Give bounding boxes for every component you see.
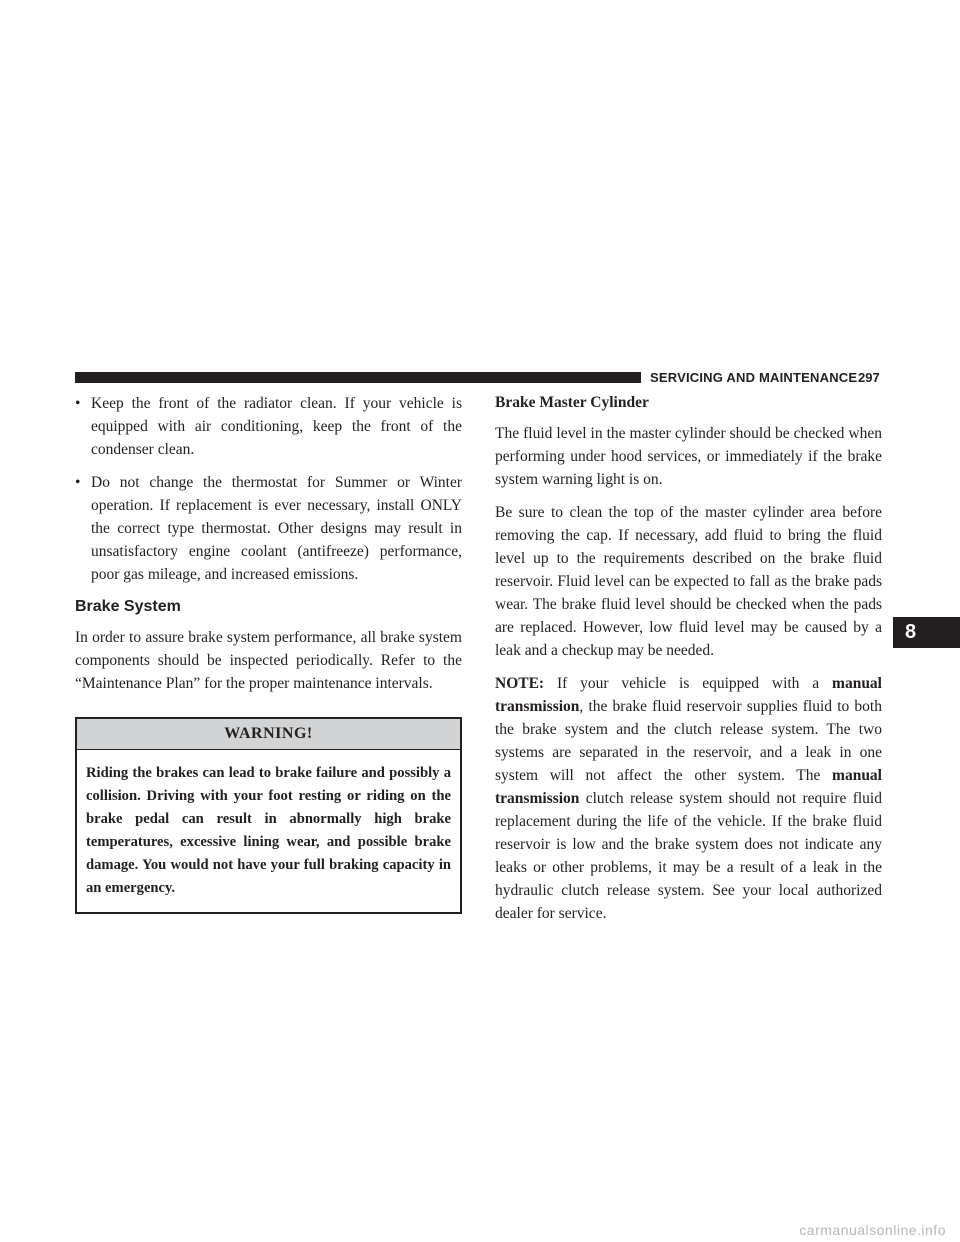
right-column [495,392,882,935]
note-bold-2: manual transmission [495,767,882,807]
footer [0,1222,960,1242]
bullet-text: Do not change the thermostat for Summer or Winter operation. If replacement is ever necessary, install ONLY the correct type thermostat. Other designs may result in unsatisfactory engine coolant (antifreeze) performance, poor gas mileage, and increased emissions. [91,474,462,583]
warning-box [75,717,462,914]
note-bold-1: manual transmission [495,675,882,715]
warning-text: Riding the brakes can lead to brake failure and possibly a collision. Driving with your foot resting or riding on the brake pedal can result in abnormally high brake temperatures, excessive lining wear, and possible brake damage. You would not have your full braking capacity in an emergency. [86,765,451,896]
paragraph-1: The fluid level in the master cylinder should be checked when performing under hood services, or immediately if the brake system warning light is on. [495,425,882,488]
section-body: In order to assure brake system performance, all brake system components should be inspected periodically. Refer to the “Maintenance Plan” for the proper maintenance intervals. [75,629,462,692]
subsection-heading: Brake Master Cylinder [495,394,649,411]
chapter-tab: 8 [893,617,960,648]
footer-watermark: carmanualsonline.info [799,1222,946,1238]
warning-title: WARNING! [77,719,460,750]
bullet-icon: • [75,395,81,412]
note-text-3: clutch release system should not require fluid replacement during the life of the vehicle. If the brake fluid reservoir is low and the brake system does not indicate any leaks or other problems, it may be a result of a leak in the hydraulic clutch release system. See your local authorized dealer for service. [495,790,882,922]
bullet-icon: • [75,474,81,491]
note-text-2: , the brake fluid reservoir supplies fluid to both the brake system and the clutch release system. The two systems are separated in the reservoir, and a leak in one system will not affect the other system. The [495,698,882,784]
note-text-1: If your vehicle is equipped with a [544,675,833,692]
section-heading: Brake System [75,598,181,615]
bullet-list [75,392,462,586]
list-item [75,392,462,461]
page-number: 297 [858,370,880,385]
list-item [75,471,462,586]
left-column [75,392,462,914]
running-header-title: SERVICING AND MAINTENANCE [650,370,858,385]
paragraph-2: Be sure to clean the top of the master cylinder area before removing the cap. If necessary, add fluid to bring the fluid level up to the requirements described on the brake fluid reservoir. Fluid level can be expected to fall as the brake pads wear. The brake fluid level should be checked when the pads are replaced. However, low fluid level may be caused by a leak and a checkup may be needed. [495,504,882,659]
header-rule [75,372,641,383]
bullet-text: Keep the front of the radiator clean. If your vehicle is equipped with air conditioning, keep the front of the condenser clean. [91,395,462,458]
note-label: NOTE: [495,675,545,692]
note-paragraph [495,672,882,925]
